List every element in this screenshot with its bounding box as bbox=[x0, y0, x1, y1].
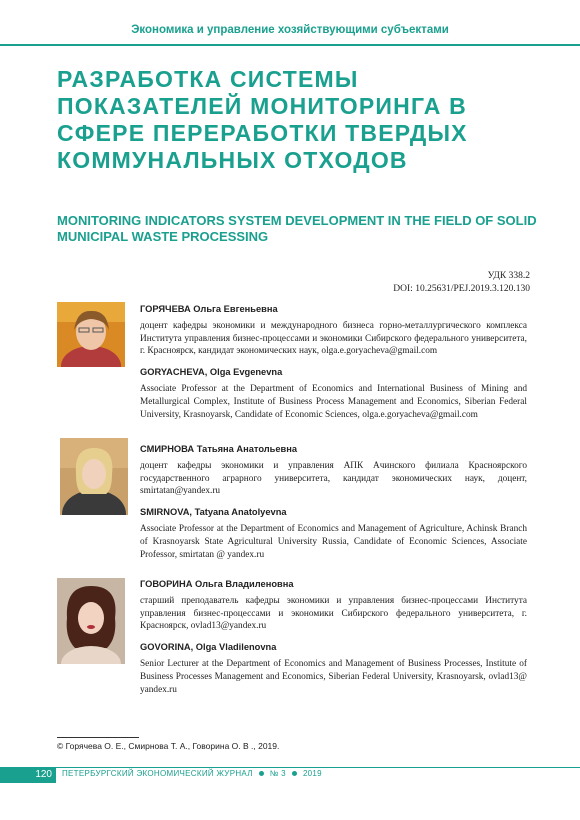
issue-year: 2019 bbox=[302, 769, 322, 778]
issue-number: № 3 bbox=[269, 769, 286, 778]
section-title: Экономика и управление хозяйствующими субъектами bbox=[131, 24, 449, 36]
copyright-note: © Горячева О. Е., Смирнова Т. А., Говорина О. В ., 2019. bbox=[57, 741, 280, 751]
author-bio-ru: доцент кафедры экономики и управления АПК Ачинского филиала Красноярского государственного аграрного университета, кандидат экономических наук, доцент, smirtatan@yandex.ru bbox=[140, 460, 527, 497]
author-bio-ru: доцент кафедры экономики и международного бизнеса горно-металлургического комплекса Института управления бизнес-процессами и экономики Сибирского федерального университета, г. Красноярск, кандидат экономических наук, olga.e.goryacheva@gmail.com bbox=[140, 320, 527, 357]
bullet-icon bbox=[292, 771, 297, 776]
journal-footer bbox=[62, 769, 322, 778]
author-name-ru: СМИРНОВА Татьяна Анатольевна bbox=[140, 444, 298, 454]
author-photo-govorina bbox=[57, 578, 125, 664]
journal-name: ПЕТЕРБУРГСКИЙ ЭКОНОМИЧЕСКИЙ ЖУРНАЛ bbox=[62, 769, 253, 778]
author-name-en: GOVORINA, Olga Vladilenovna bbox=[140, 642, 277, 653]
author-name-en: SMIRNOVA, Tatyana Anatolyevna bbox=[140, 507, 287, 518]
article-title-ru: РАЗРАБОТКА СИСТЕМЫ ПОКАЗАТЕЛЕЙ МОНИТОРИНГА В СФЕРЕ ПЕРЕРАБОТКИ ТВЕРДЫХ КОММУНАЛЬНЫХ ОТХОДОВ bbox=[57, 66, 468, 173]
footnote-divider bbox=[57, 737, 139, 738]
classification-block bbox=[393, 270, 530, 296]
author-name-ru: ГОВОРИНА Ольга Владиленовна bbox=[140, 579, 294, 589]
author-bio-en: Associate Professor at the Department of Economics and Management of Agriculture, Achinsk Branch of Krasnoyarsk State Agricultural University Russia, Candidate of Economic Sciences, Associate Professor, smirtatan @ yandex.ru bbox=[140, 523, 527, 560]
header-divider bbox=[0, 44, 580, 46]
running-header bbox=[0, 0, 580, 44]
doi-link[interactable]: DOI: 10.25631/PEJ.2019.3.120.130 bbox=[393, 284, 530, 294]
author-name-en: GORYACHEVA, Olga Evgenevna bbox=[140, 367, 283, 378]
page-number: 120 bbox=[0, 767, 56, 783]
author-bio-en: Associate Professor at the Department of Economics and International Business of Mining and Metallurgical Complex, Institute of Business Process Management and Economics, Siberian Federal University, Krasnoyarsk, Candidate of Economic Sciences, olga.e.goryacheva@gmail.com bbox=[140, 383, 527, 420]
author-photo-smirnova bbox=[60, 438, 128, 515]
author-block-govorina bbox=[140, 578, 527, 696]
author-name-ru: ГОРЯЧЕВА Ольга Евгеньевна bbox=[140, 304, 278, 314]
author-photo-goryacheva bbox=[57, 302, 125, 367]
author-block-goryacheva bbox=[140, 303, 527, 421]
author-bio-en: Senior Lecturer at the Department of Economics and Management of Business Processes, Institute of Business Processes Management and Economics, Siberian Federal University, Krasnoyarsk, ovlad13@ yandex.ru bbox=[140, 658, 527, 695]
bullet-icon bbox=[259, 771, 264, 776]
author-block-smirnova bbox=[140, 443, 527, 561]
udk-code: УДК 338.2 bbox=[487, 271, 530, 281]
article-title-en: MONITORING INDICATORS SYSTEM DEVELOPMENT IN THE FIELD OF SOLID MUNICIPAL WASTE PROCESSING bbox=[57, 213, 537, 244]
footer-divider bbox=[0, 767, 580, 768]
author-bio-ru: старший преподаватель кафедры экономики и управления бизнес-процессами Института управления бизнес-процессами и экономики Сибирского федерального университета, г. Красноярск, ovlad13@yandex.ru bbox=[140, 595, 527, 632]
